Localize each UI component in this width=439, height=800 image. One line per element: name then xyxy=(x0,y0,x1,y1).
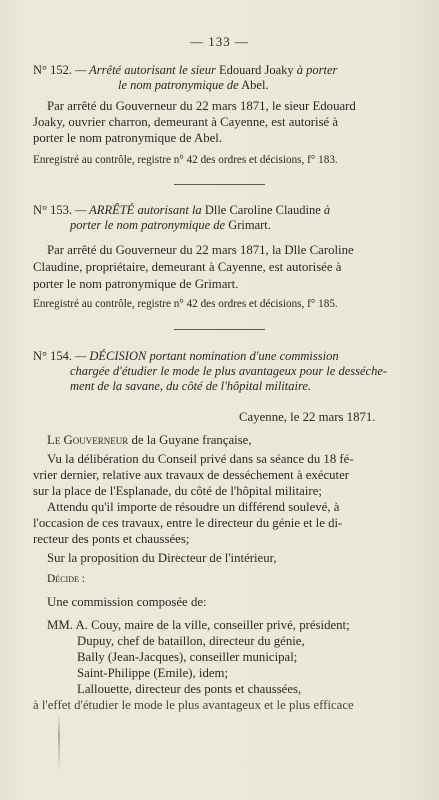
entry-153-body-line-1: Par arrêté du Gouverneur du 22 mars 1871, la Dlle Caroline xyxy=(47,243,354,257)
entry-154-body-line-4: Attendu qu'il importe de résoudre un différend soulevé, à xyxy=(47,500,340,514)
entry-154-number: N° 154. xyxy=(33,349,73,363)
entry-153-registry: Enregistré au contrôle, registre n° 42 des ordres et décisions, f° 185. xyxy=(33,298,338,310)
entry-154-body-line-7: Sur la proposition du Directeur de l'intérieur, xyxy=(47,551,277,565)
entry-154-member-1: MM. A. Couy, maire de la ville, conseiller privé, président; xyxy=(47,618,350,632)
entry-154-body-line-5: l'occasion de ces travaux, entre le directeur du génie et le di- xyxy=(33,516,343,530)
entry-153-title-name-2: Grimart. xyxy=(228,218,271,232)
entry-152-title-part-2: à porter xyxy=(296,63,338,77)
entry-154-heading-line-3: ment de la savane, du côté de l'hôpital militaire. xyxy=(70,379,312,393)
entry-152-title-part-3: le nom patronymique de xyxy=(118,78,239,92)
entry-153-title-part-3: à xyxy=(323,203,331,217)
entry-153-title-part-2: autorisant la xyxy=(137,203,202,217)
paper-mark xyxy=(58,712,60,772)
page-number: — 133 — xyxy=(190,34,249,49)
entry-154-member-3: Bally (Jean-Jacques), conseiller municipal; xyxy=(77,650,298,664)
entry-152-body-line-2: Joaky, ouvrier charron, demeurant à Cayenne, est autorisé à xyxy=(33,115,339,129)
entry-154-commission: Une commission composée de: xyxy=(47,595,207,609)
entry-152-body-line-3: porter le nom patronymique de Abel. xyxy=(33,131,223,145)
entry-152-heading-line-2 xyxy=(118,78,269,93)
entry-152-title-part-1: — Arrêté autorisant le sieur xyxy=(75,63,216,77)
entry-153-body-line-2: Claudine, propriétaire, demeurant à Cayenne, est autorisée à xyxy=(33,260,342,274)
entry-154-heading-line-1 xyxy=(33,349,339,364)
entry-154-governor-line xyxy=(47,432,252,448)
entry-154-governor-rest: de la Guyane française, xyxy=(131,433,252,447)
entry-153-heading-line-2 xyxy=(70,218,271,233)
entry-153-heading-line-1 xyxy=(33,203,330,218)
entry-152-title-name: Edouard Joaky xyxy=(219,63,294,77)
entry-152-registry: Enregistré au contrôle, registre n° 42 des ordres et décisions, f° 183. xyxy=(33,154,338,166)
entry-152-title-name-2: Abel. xyxy=(241,78,269,92)
entry-154-title-part-1: — DÉCISION portant nomination d'une commission xyxy=(75,349,339,363)
entry-153-title-part-4: porter le nom patronymique de xyxy=(70,218,226,232)
entry-154-date: Cayenne, le 22 mars 1871. xyxy=(239,410,376,424)
entry-154-member-2: Dupuy, chef de bataillon, directeur du génie, xyxy=(77,634,305,648)
entry-152-heading-line-1 xyxy=(33,63,337,78)
entry-154-body-line-6: recteur des ponts et chaussées; xyxy=(33,532,190,546)
entry-153-title-part-1: — ARRÊTÉ xyxy=(75,203,135,217)
entry-153-body-line-3: porter le nom patronymique de Grimart. xyxy=(33,277,239,291)
separator-2 xyxy=(174,329,265,330)
entry-154-body-line-3: sur la place de l'Esplanade, du côté de l'hôpital militaire; xyxy=(33,484,322,498)
entry-154-member-4: Saint-Philippe (Emile), idem; xyxy=(77,666,229,680)
entry-154-heading-line-2: chargée d'étudier le mode le plus avantageux pour le desséche- xyxy=(70,364,388,378)
separator-1 xyxy=(174,184,265,185)
entry-152-number: N° 152. xyxy=(33,63,73,77)
entry-152-body-line-1: Par arrêté du Gouverneur du 22 mars 1871, le sieur Edouard xyxy=(47,99,356,113)
entry-153-number: N° 153. xyxy=(33,203,73,217)
entry-153-title-name: Dlle Caroline Claudine xyxy=(204,203,321,217)
entry-154-governor-title: Le Gouverneur xyxy=(47,433,129,447)
entry-154-member-5: Lallouette, directeur des ponts et chaussées, xyxy=(77,682,302,696)
entry-154-body-line-2: vrier dernier, relative aux travaux de desséchement à exécuter xyxy=(33,468,350,482)
entry-154-last-line: à l'effet d'étudier le mode le plus avantageux et le plus efficace xyxy=(33,698,354,712)
entry-154-decide: Décide : xyxy=(47,573,85,585)
entry-154-body-line-1: Vu la délibération du Conseil privé dans sa séance du 18 fé- xyxy=(47,452,354,466)
